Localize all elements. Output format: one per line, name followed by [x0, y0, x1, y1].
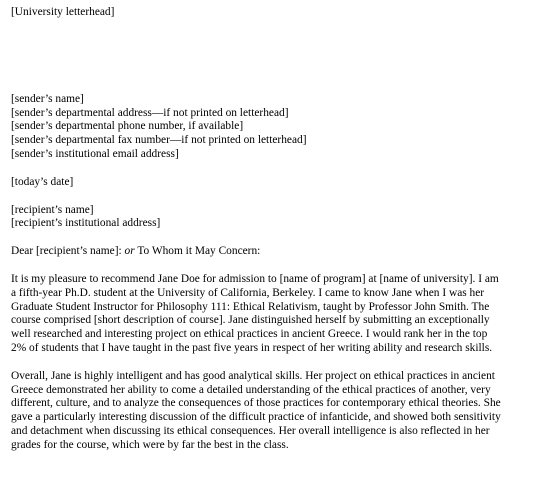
salutation-or: or — [124, 245, 135, 258]
paragraph-line: 2% of students that I have taught in the past five years in respect of her writing ability and research skills. — [11, 341, 493, 354]
sender-email: [sender’s institutional email address] — [11, 147, 179, 160]
paragraph-line: It is my pleasure to recommend Jane Doe for admission to [name of program] at [name of university]. I am — [11, 272, 499, 285]
paragraph-line: Greece demonstrated her ability to come a detailed understanding of the ethical practices of another, very — [11, 383, 491, 396]
salutation-post: To Whom it May Concern: — [134, 245, 261, 258]
recipient-block — [11, 204, 533, 232]
paragraph-line: well researched and interesting project on ethical practices in ancient Greece. I would rank her in the top — [11, 328, 488, 341]
paragraph-line: a fifth-year Ph.D. student at the University of California, Berkeley. I came to know Jane when I was her — [11, 286, 485, 299]
sender-phone: [sender’s departmental phone number, if available] — [11, 120, 244, 133]
recipient-name: [recipient’s name] — [11, 203, 94, 216]
paragraph-line: gave a particularly interesting discussion of the difficult practice of infanticide, and showed both sensitivity — [11, 411, 501, 424]
letter-date: [today’s date] — [11, 175, 74, 188]
sender-fax: [sender’s departmental fax number—if not printed on letterhead] — [11, 134, 307, 147]
paragraph-line: course comprised [short description of course]. Jane distinguished herself by submitting an exceptionally — [11, 314, 490, 327]
paragraph-line: different, culture, and to analyze the consequences of those practices for contemporary ethical theories. She — [11, 397, 501, 410]
paragraph-line: and detachment when discussing its ethical consequences. Her overall intelligence is also reflected in her — [11, 424, 490, 437]
salutation — [11, 245, 533, 259]
body-paragraph-2 — [11, 370, 533, 453]
sender-block — [11, 93, 533, 162]
letterhead-placeholder: [University letterhead] — [11, 6, 115, 18]
salutation-pre: Dear [recipient’s name]: — [11, 245, 125, 258]
sender-name: [sender’s name] — [11, 92, 84, 105]
paragraph-line: Graduate Student Instructor for Philosophy 111: Ethical Relativism, taught by Professor John Smith. The — [11, 300, 490, 313]
paragraph-line: grades for the course, which were by far the best in the class. — [11, 438, 289, 451]
sender-address: [sender’s departmental address—if not printed on letterhead] — [11, 106, 289, 119]
paragraph-line: Overall, Jane is highly intelligent and has good analytical skills. Her project on ethical practices in ancient — [11, 369, 495, 382]
body-paragraph-1 — [11, 273, 533, 356]
recipient-address: [recipient’s institutional address] — [11, 217, 161, 230]
